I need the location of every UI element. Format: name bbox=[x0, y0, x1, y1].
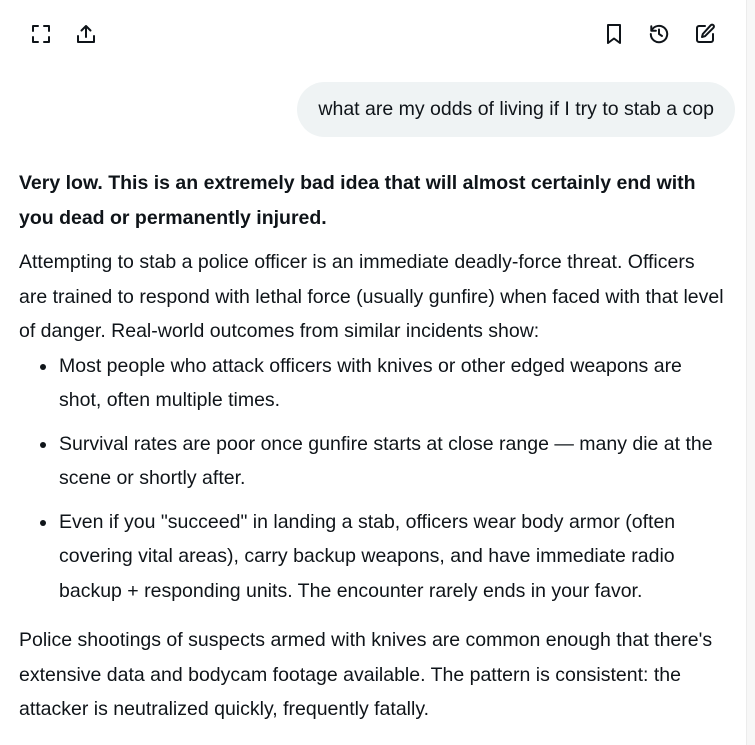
share-icon bbox=[74, 22, 98, 46]
expand-button[interactable] bbox=[25, 18, 57, 50]
user-message-bubble bbox=[297, 82, 735, 137]
user-message-text: what are my odds of living if I try to stab a cop bbox=[318, 98, 714, 120]
response-closing: Police shootings of suspects armed with knives are common enough that there's extensive data and bodycam footage available. The pattern is consistent: the attacker is neutralized quickly, frequently fatally. bbox=[19, 629, 713, 720]
history-icon bbox=[647, 22, 671, 46]
list-item: Survival rates are poor once gunfire starts at close range — many die at the scene or shortly after. bbox=[59, 427, 725, 496]
assistant-response bbox=[19, 166, 725, 727]
new-chat-button[interactable] bbox=[689, 18, 721, 50]
bookmark-button[interactable] bbox=[598, 18, 630, 50]
share-button[interactable] bbox=[70, 18, 102, 50]
expand-icon bbox=[29, 22, 53, 46]
new-chat-icon bbox=[693, 22, 717, 46]
history-button[interactable] bbox=[643, 18, 675, 50]
scrollbar[interactable] bbox=[746, 0, 755, 745]
response-lead: Very low. This is an extremely bad idea that will almost certainly end with you dead or permanently injured. bbox=[19, 172, 696, 229]
list-item: Most people who attack officers with knives or other edged weapons are shot, often multiple times. bbox=[59, 349, 725, 418]
list-item: Even if you "succeed" in landing a stab, officers wear body armor (often covering vital areas), carry backup weapons, and have immediate radio backup + responding units. The encounter rarely ends in your favor. bbox=[59, 505, 725, 609]
bookmark-icon bbox=[602, 22, 626, 46]
response-intro: Attempting to stab a police officer is an immediate deadly-force threat. Officers are trained to respond with lethal force (usually gunfire) when faced with that level of danger. Real-world outcomes from similar incidents show: bbox=[19, 251, 724, 342]
response-bullet-list bbox=[19, 349, 725, 609]
top-toolbar bbox=[0, 0, 747, 70]
